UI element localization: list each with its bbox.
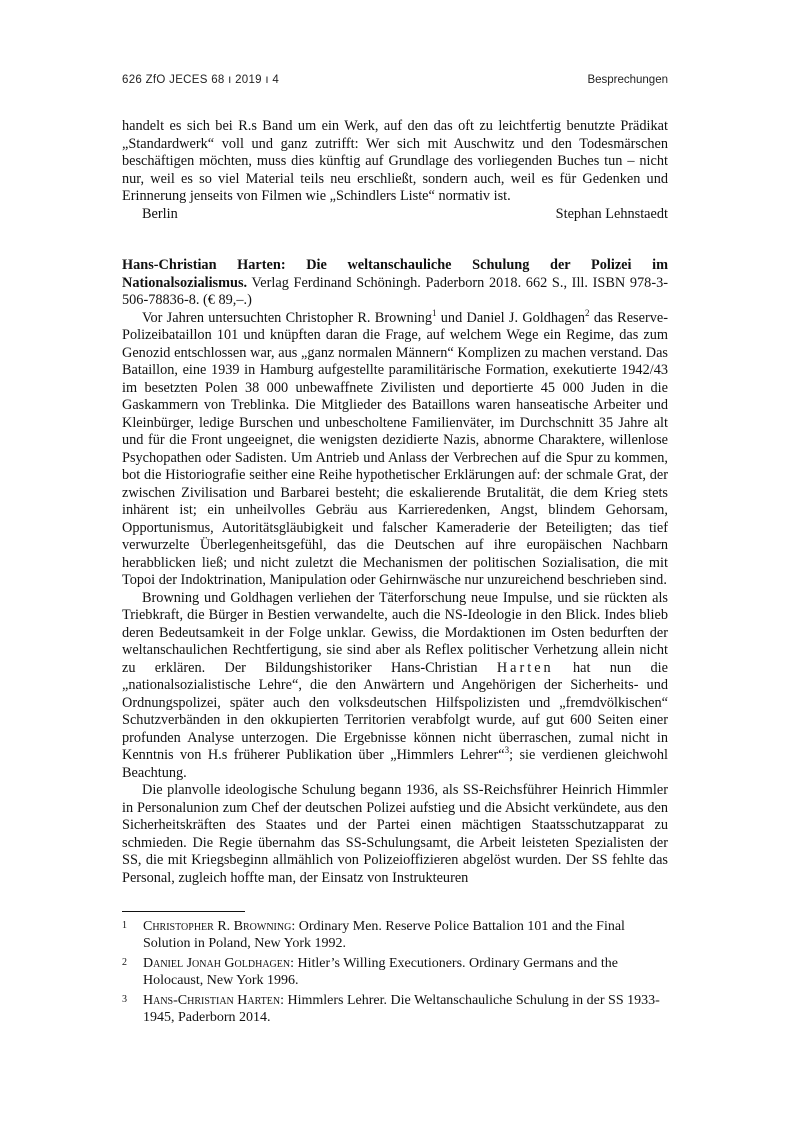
footnote-text: : Ordinary Men. Reserve Police Battalion 101 and the Final Solution in Poland, New York 1992. xyxy=(143,919,625,951)
footnotes xyxy=(122,918,668,1029)
footnote-author: Daniel Jonah Goldhagen xyxy=(143,956,291,971)
footnote-ref-1[interactable]: 1 xyxy=(431,307,437,318)
footnote-author: Hans-Christian Harten xyxy=(143,993,281,1008)
footnote-author: Christopher R. Browning xyxy=(143,919,292,934)
prev-review-text: handelt es sich bei R.s Band um ein Werk, auf den das oft zu leichtfertig benutzte Prädikat „Standardwerk“ voll und ganz zutrifft: Wer sich mit Auschwitz und den Todesmärschen beschäftigen möchten, muss dies künftig auf Grundlage des vorliegenden Buches tun – nicht nur, weil es so viel Material teils neu erschließt, sondern auch, weil es für Gedenken und Erinnerung jenseits von Filmen wie „Schindlers Liste“ normativ ist. xyxy=(122,118,668,204)
review-paragraph-2 xyxy=(122,590,668,783)
page-body xyxy=(122,118,668,887)
footnote-3 xyxy=(122,992,668,1026)
header-right: Besprechungen xyxy=(587,74,668,86)
review-paragraph-3: Die planvolle ideologische Schulung begann 1936, als SS-Reichsführer Heinrich Himmler in Personalunion zum Chef der deutschen Polizei aufstieg und die Absicht verkündete, aus den Sicherheitskräften des Staates und der Partei einen mächtigen Staatsschutzapparat zu schmieden. Die Regie übernahm das SS-Schulungsamt, die Arbeit leisteten Spezialisten der SS, die mit Kriegsbeginn allmählich von Polizeioffizieren abgelöst wurden. Der SS fehlte das Personal, zugleich hoffte man, der Einsatz von Instrukteuren xyxy=(122,782,668,886)
signature-place: Berlin xyxy=(142,205,178,222)
p1-part-a: Vor Jahren untersuchten Christopher R. Browning xyxy=(142,309,432,326)
p2-part-b: hat nun die „nationalsozialistische Lehre“, die den Anwärtern und Angehörigen der Sicherheits- und Ordnungspolizei, später auch den volksdeutschen Hilfspolizisten und „fremdvölkischen“ Schutzverbänden in den okkupierten Territorien verabfolgt wurde, auf gut 600 Seiten einer profunden Analyse unterzogen. Die Ergebnisse können nicht überraschen, zumal nicht in Kenntnis von H.s früherer Publikation über „Himmlers Lehrer“ xyxy=(122,659,668,763)
footnote-ref-2[interactable]: 2 xyxy=(585,307,590,318)
p2-part-a: Browning und Goldhagen verliehen der Täterforschung neue Impulse, und sie rückten als Triebkraft, die Bürger in Bestien verwandelte, auch die NS-Ideologie in den Blick. Indes blieb deren Bedeutsamkeit in der Folge unklar. Gewiss, die Mordaktionen im Osten bedurften der weltanschaulichen Rechtfertigung, sie sind aber als Reflex politischer Verhetzung allein nicht zu erklären. Der Bildungshistoriker Hans-Christian xyxy=(122,589,668,676)
prev-review-signature xyxy=(122,206,668,224)
review-paragraph-1 xyxy=(122,307,668,590)
p2-part-c: ; sie verdienen gleichwohl Beachtung. xyxy=(122,747,669,781)
review-publication: Verlag Ferdinand Schöningh. Paderborn 2018. 662 S., Ill. ISBN 978-3-506-78836-8. (€ 89,–.) xyxy=(122,274,668,308)
p2-author-name: Harten xyxy=(496,659,554,676)
review-heading xyxy=(122,257,668,310)
header-left: 626 ZfO JECES 68 ı 2019 ı 4 xyxy=(122,74,280,86)
footnote-1 xyxy=(122,918,668,952)
signature-reviewer: Stephan Lehnstaedt xyxy=(555,205,668,222)
footnote-text: : Hitler’s Willing Executioners. Ordinary Germans and the Holocaust, New York 1996. xyxy=(143,956,618,988)
footnote-2 xyxy=(122,955,668,989)
running-header xyxy=(122,74,668,90)
footnote-number: 2 xyxy=(122,957,127,968)
footnote-number: 3 xyxy=(122,994,127,1005)
footnote-divider xyxy=(122,911,245,912)
review-title: Hans-Christian Harten: Die weltanschauliche Schulung der Polizei im Nationalsozialismus. xyxy=(122,257,668,291)
footnote-number: 1 xyxy=(122,920,127,931)
footnote-text: : Himmlers Lehrer. Die Weltanschauliche Schulung in der SS 1933-1945, Paderborn 2014. xyxy=(143,993,660,1025)
p1-part-b: und Daniel J. Goldhagen xyxy=(436,309,586,326)
footnote-ref-3[interactable]: 3 xyxy=(504,745,510,756)
p1-part-c: das Reserve-Polizeibataillon 101 und knüpften daran die Frage, auf welchem Wege ein Regime, das zum Genozid entschlossen war, aus „ganz normalen Männern“ Komplizen zu machen verstand. Das Bataillon, eine 1939 in Hamburg aufgestellte paramilitärische Formation, exekutierte 1942/43 im besetzten Polen 38 000 unbewaffnete Zivilisten und deportierte 45 000 Juden in die Gaskammern von Treblinka. Die Mitglieder des Bataillons waren hanseatische Arbeiter und Kleinbürger, ledige Burschen und unbescholtene Familienväter, im Durchschnitt 35 Jahre alt und für die Front ungeeignet, die wenigsten dezidierte Nazis, abnorme Charaktere, willenlose Psychopathen oder Sadisten. Um Antrieb und Anlass der Verbrechen auf die Spur zu kommen, bot die Historiografie seither eine Reihe hypothetischer Erklärungen auf: der schmale Grat, der zwischen Zivilisation und Barbarei besteht; die eskalierende Brutalität, die dem Krieg stets inhärent ist; ein unheilvolles Gebräu aus Karrieredenken, Angst, blindem Gehorsam, Opportunismus, Autoritätsgläubigkeit und falscher Kameraderie der Beteiligten; das tief verwurzelte Überlegenheitsgefühl, das die Deutschen auf ihre europäischen Nachbarn herabblicken ließ; und nicht zuletzt die Mechanismen der politischen Sozialisation, die mit Topoi der Indoktrination, Manipulation oder Gehirnwäsche nur unzureichend beschrieben sind. xyxy=(122,309,668,588)
